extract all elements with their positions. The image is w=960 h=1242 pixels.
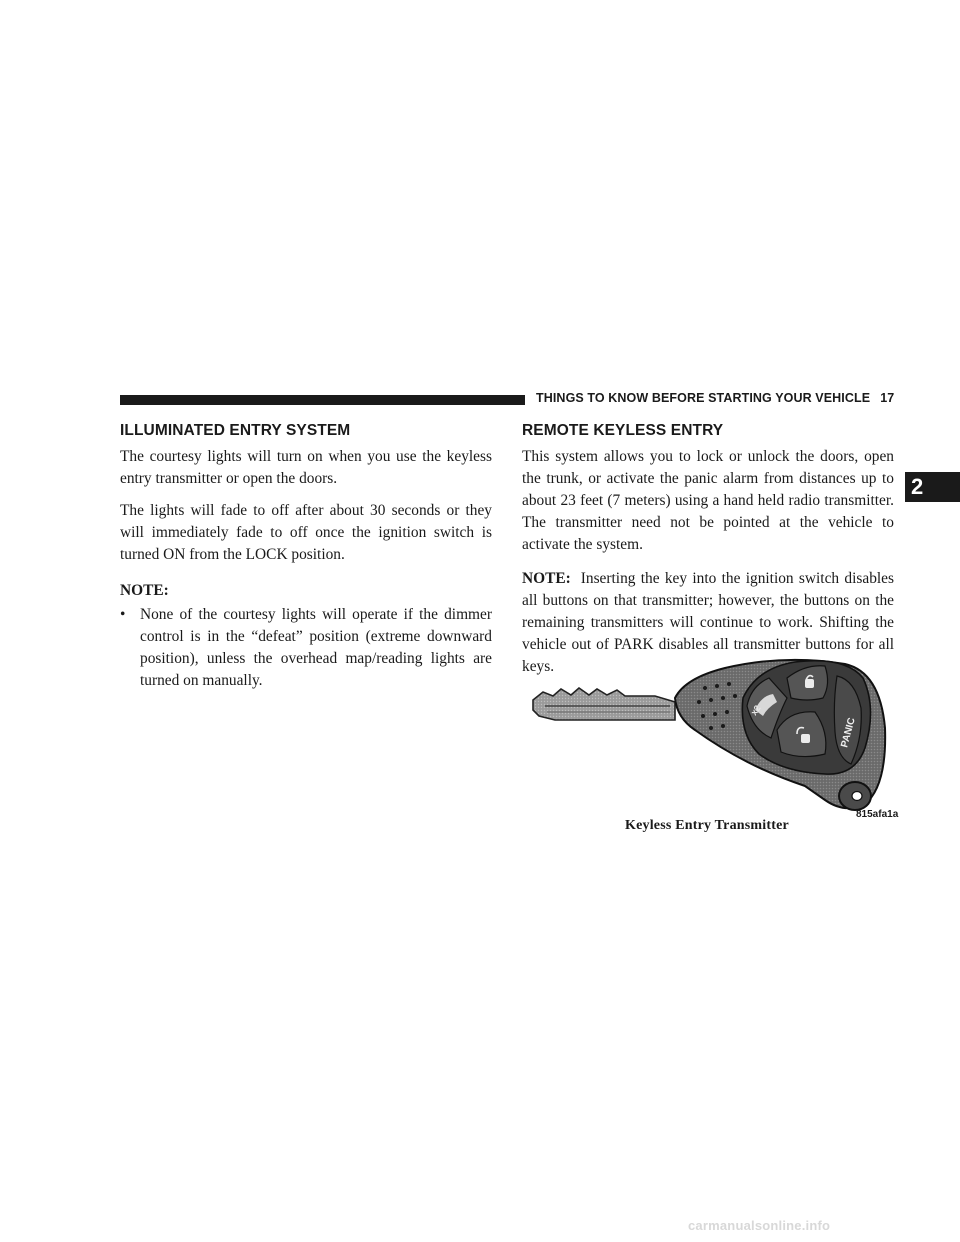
panic-label: PANIC [839, 716, 858, 749]
trunk-x2-label: x2 [748, 703, 763, 718]
note-text: Inserting the key into the ignition switch disables all buttons on that transmitter; however, the buttons on the remaining transmitters will continue to work. Shifting the vehicle out of PARK disables all transmitter buttons for all keys. [522, 570, 894, 675]
section-heading-remote-keyless-entry: REMOTE KEYLESS ENTRY [522, 422, 724, 439]
header-rule [120, 395, 525, 405]
right-column [522, 422, 894, 688]
left-column [120, 422, 492, 692]
figure-caption: Keyless Entry Transmitter [625, 818, 789, 833]
watermark: carmanualsonline.info [688, 1218, 831, 1233]
bullet-icon: • [120, 606, 126, 623]
key-blade-icon [533, 688, 675, 720]
figure-code: 815afa1a [856, 809, 899, 820]
paragraph: The courtesy lights will turn on when you use the keyless entry transmitter or open the doors. [120, 448, 492, 487]
bullet-item [120, 604, 492, 692]
note-label: NOTE: [522, 570, 571, 587]
note-label: NOTE: [120, 582, 169, 599]
header-title: THINGS TO KNOW BEFORE STARTING YOUR VEHICLE [536, 391, 871, 405]
paragraph: The lights will fade to off after about 30 seconds or they will immediately fade to off once the ignition switch is turned ON from the LOCK position. [120, 502, 492, 563]
bullet-text: None of the courtesy lights will operate if the dimmer control is in the “defeat” position (extreme downward position), unless the overhead map/reading lights are turned on manually. [140, 606, 492, 689]
section-heading-illuminated-entry: ILLUMINATED ENTRY SYSTEM [120, 422, 351, 439]
note-heading [120, 580, 492, 602]
chapter-tab: 2 [905, 472, 960, 502]
keyless-entry-transmitter-illustration [525, 658, 897, 838]
paragraph: This system allows you to lock or unlock the doors, open the trunk, or activate the panic alarm from distances up to about 23 feet (7 meters) using a hand held radio transmitter. The transmitter need not be pointed at the vehicle to activate the system. [522, 448, 894, 553]
page-number: 17 [880, 391, 895, 405]
running-header [536, 391, 894, 405]
